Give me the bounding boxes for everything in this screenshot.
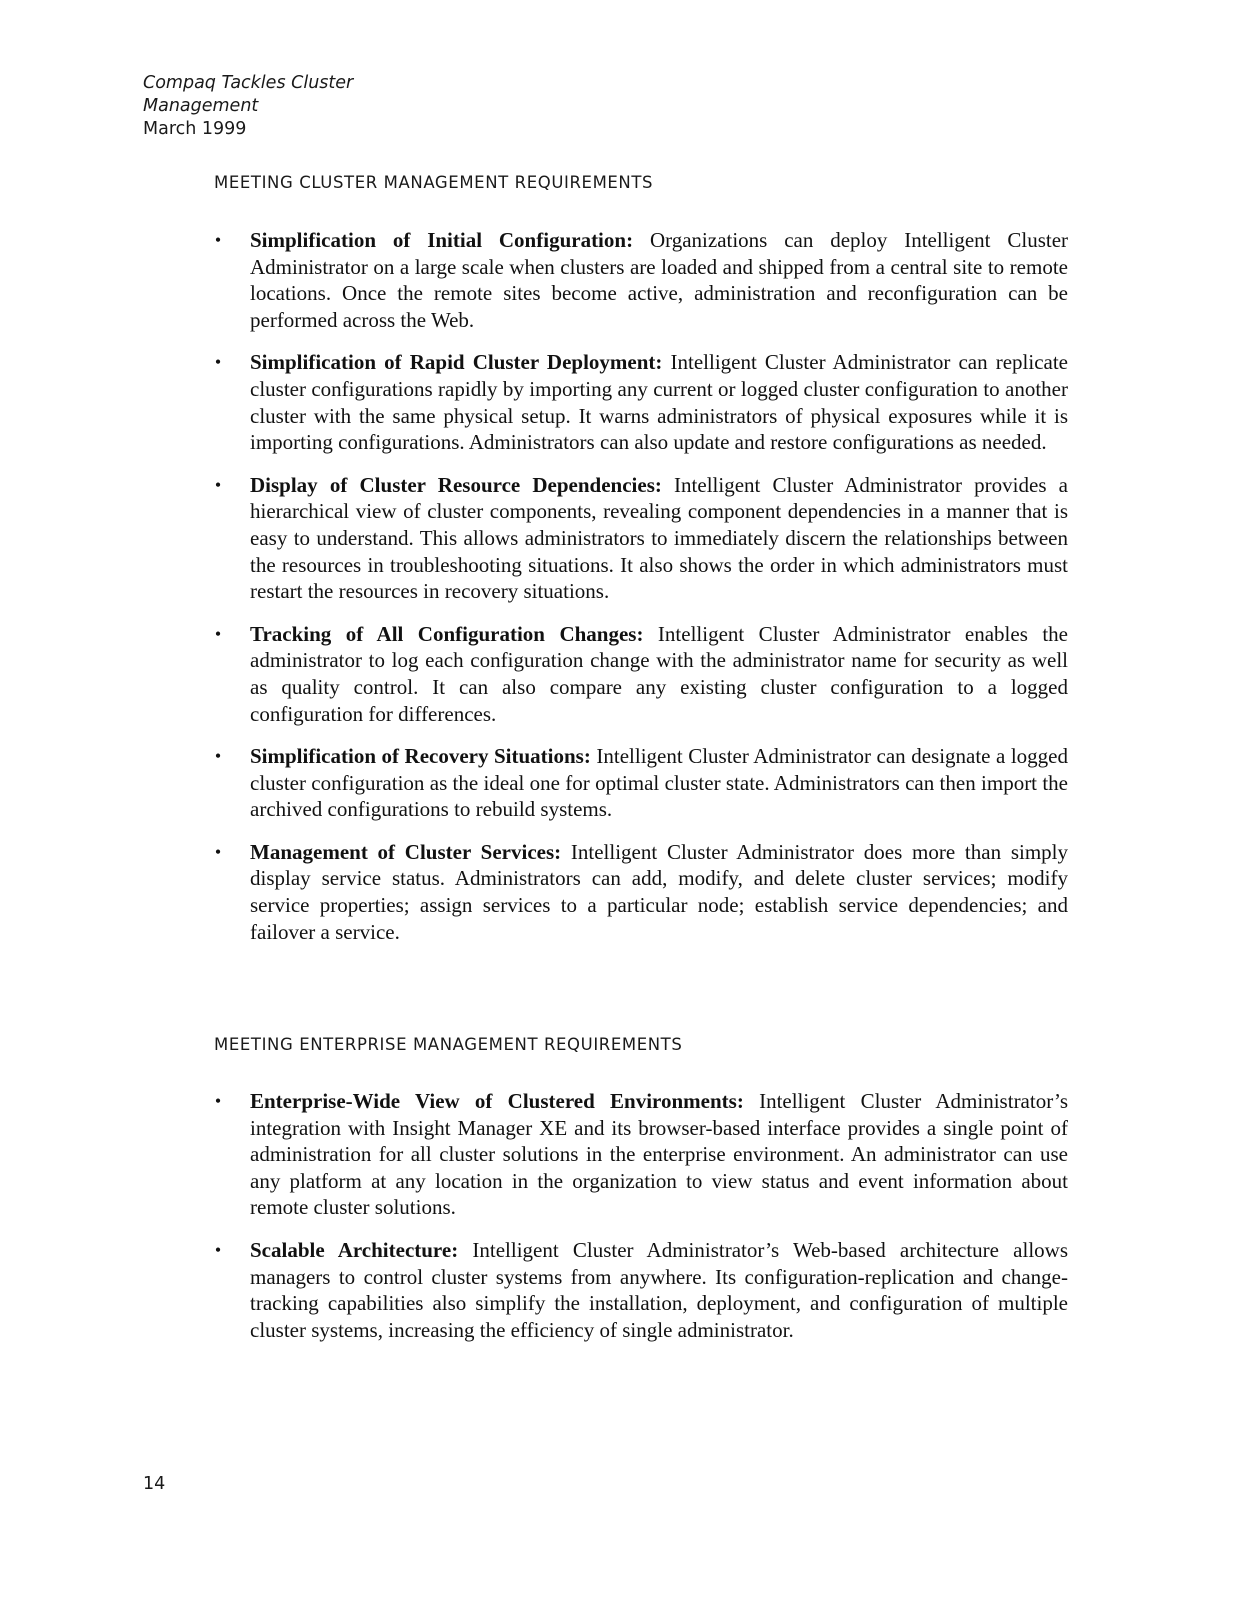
item-text: Intelligent Cluster Administrator provides a hierarchical view of cluster components, revealing component dependencies in a manner that is easy to understand. This allows administrators to immediately discern the relationships between the resources in troubleshooting situations. It also shows the order in which administrators must restart the resources in recovery situations. (250, 472, 1068, 604)
item-term: Tracking of All Configuration Changes: (250, 621, 644, 646)
item-term: Scalable Architecture: (250, 1237, 459, 1262)
item-term: Display of Cluster Resource Dependencies: (250, 472, 662, 497)
bullet-icon: • (214, 474, 222, 495)
header-date: March 1999 (143, 119, 247, 139)
bullet-icon: • (214, 746, 222, 767)
list-item (210, 743, 1068, 823)
item-term: Simplification of Rapid Cluster Deployment: (250, 350, 663, 375)
item-term: Management of Cluster Services: (250, 839, 562, 864)
list-item (210, 839, 1068, 945)
item-text: Organizations can deploy Intelligent Cluster Administrator on a large scale when clusters are loaded and shipped from a central site to remote locations. Once the remote sites become active, administration and reconfiguration can be performed across the Web. (250, 228, 1069, 332)
running-header (143, 72, 403, 141)
item-text: Intelligent Cluster Administrator can designate a logged cluster configuration as the ideal one for optimal cluster state. Administrators can then import the archived configurations to rebuild systems. (250, 744, 1068, 822)
list-item (210, 1237, 1068, 1343)
item-term: Enterprise-Wide View of Clustered Environments: (250, 1089, 744, 1113)
item-text: Intelligent Cluster Administrator can replicate cluster configurations rapidly by importing any current or logged cluster configuration to another cluster with the same physical setup. It warns administrators of physical exposures while it is importing configurations. Administrators can also update and restore configurations as needed. (250, 350, 1068, 455)
item-text: Intelligent Cluster Administrator enables the administrator to log each configuration change with the administrator name for security as well as quality control. It can also compare any existing cluster configuration to a logged configuration for differences. (250, 621, 1068, 726)
bullet-icon: • (214, 1239, 222, 1260)
item-text: Intelligent Cluster Administrator’s Web-based architecture allows managers to control cluster systems from anywhere. Its configuration-replication and change-tracking capabilities also simplify the installation, deployment, and configuration of multiple cluster systems, increasing the efficiency of single administrator. (250, 1237, 1069, 1342)
page-number: 14 (143, 1474, 166, 1494)
bullet-icon: • (214, 230, 222, 250)
section-heading-cluster: MEETING CLUSTER MANAGEMENT REQUIREMENTS (214, 173, 654, 192)
item-text: Intelligent Cluster Administrator does more than simply display service status. Administrators can add, modify, and delete cluster services; modify service properties; assign services to a particular node; establish service dependencies; and failover a service. (250, 839, 1069, 944)
bullet-icon: • (214, 841, 222, 862)
bullet-icon: • (214, 1091, 222, 1111)
section-heading-enterprise: MEETING ENTERPRISE MANAGEMENT REQUIREMENTS (214, 1035, 683, 1054)
list-item (210, 1088, 1068, 1221)
header-title-line-2: Management (143, 96, 259, 116)
list-item (210, 621, 1068, 727)
bullet-icon: • (214, 623, 222, 644)
list-item (210, 227, 1068, 333)
list-item (210, 472, 1068, 605)
header-title-line-1: Compaq Tackles Cluster (143, 73, 354, 93)
cluster-requirements-list (210, 227, 1068, 961)
item-term: Simplification of Recovery Situations: (250, 744, 591, 769)
bullet-icon: • (214, 352, 222, 373)
list-item (210, 349, 1068, 455)
item-text: Intelligent Cluster Administrator’s integration with Insight Manager XE and its browser-based interface provides a single point of administration for all cluster solutions in the enterprise environment. An administrator can use any platform at any location in the organization to view status and event information about remote cluster solutions. (250, 1089, 1068, 1220)
item-term: Simplification of Initial Configuration: (250, 228, 634, 252)
enterprise-requirements-list (210, 1088, 1068, 1359)
